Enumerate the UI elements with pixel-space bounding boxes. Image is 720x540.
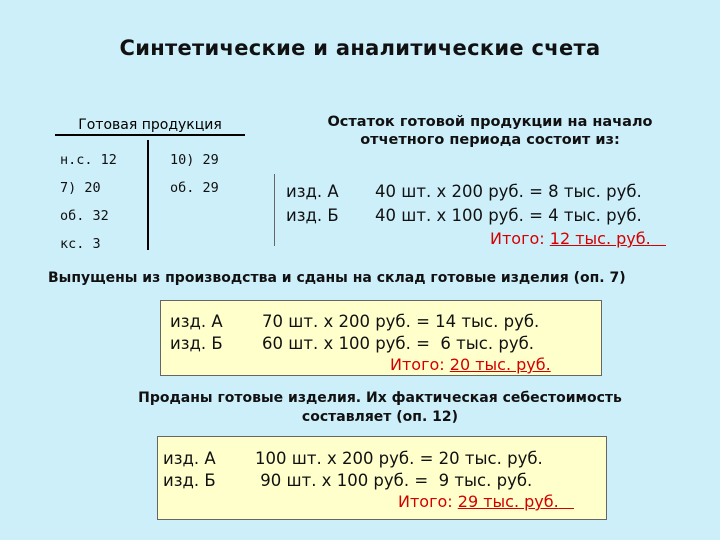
section2-item-a-calc: 70 шт. х 200 руб. = 14 тыс. руб.: [262, 312, 540, 331]
section1-total: Итого: 12 тыс. руб.: [490, 229, 651, 248]
t-account-credit-2: об. 29: [170, 180, 219, 196]
section1-item-b-name: изд. Б: [286, 206, 339, 225]
section3-heading-line1: Проданы готовые изделия. Их фактическая себестоимость: [138, 390, 622, 406]
section1-box-edge: [274, 174, 277, 246]
section3-heading-line2: составляет (оп. 12): [301, 409, 459, 425]
section1-heading: Остаток готовой продукции на начало отчетного периода состоит из:: [327, 114, 653, 148]
t-account-debit-2: 7) 20: [60, 180, 101, 196]
section3-total: Итого: 29 тыс. руб.: [398, 492, 559, 511]
t-account-debit-4: кс. 3: [60, 236, 101, 252]
section1-item-a-name: изд. А: [286, 182, 339, 201]
section2-heading: Выпущены из производства и сданы на склад готовые изделия (оп. 7): [48, 270, 626, 286]
t-account-divider: [147, 140, 149, 250]
section3-item-a-calc: 100 шт. х 200 руб. = 20 тыс. руб.: [255, 449, 543, 468]
section3-item-a-name: изд. А: [163, 449, 216, 468]
t-account-credit-1: 10) 29: [170, 152, 219, 168]
t-account-debit-1: н.с. 12: [60, 152, 117, 168]
section2-item-b-name: изд. Б: [170, 334, 223, 353]
page-title: Синтетические и аналитические счета: [119, 36, 601, 60]
section1-item-a-calc: 40 шт. х 200 руб. = 8 тыс. руб.: [375, 182, 642, 201]
t-account-debit-3: об. 32: [60, 208, 109, 224]
section3-item-b-calc: 90 шт. х 100 руб. = 9 тыс. руб.: [255, 471, 533, 490]
section2-item-b-calc: 60 шт. х 100 руб. = 6 тыс. руб.: [262, 334, 535, 353]
section1-item-b-calc: 40 шт. х 100 руб. = 4 тыс. руб.: [375, 206, 642, 225]
section3-item-b-name: изд. Б: [163, 471, 216, 490]
section2-total: Итого: 20 тыс. руб.: [390, 355, 551, 374]
section2-item-a-name: изд. А: [170, 312, 223, 331]
t-account-header: Готовая продукция: [55, 117, 245, 136]
